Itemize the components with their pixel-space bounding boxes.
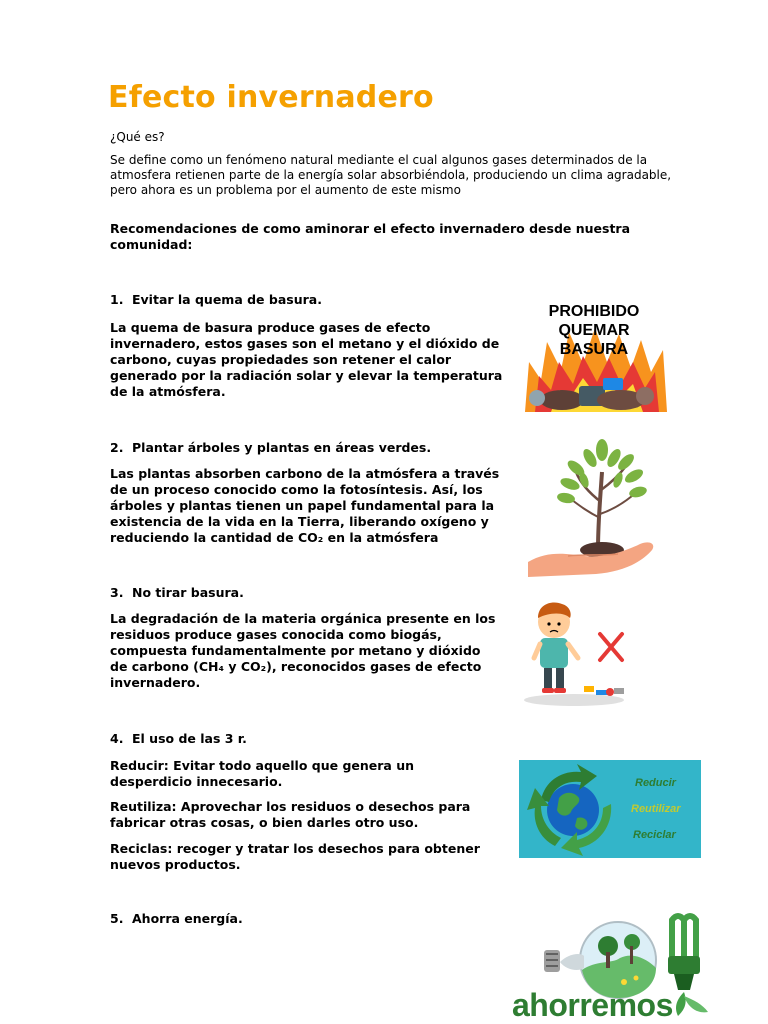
item-4-reutiliza: Reutiliza: Aprovechar los residuos o desechos para fabricar otras cosas, o bien darles otro uso. <box>110 799 471 830</box>
definition-paragraph: Se define como un fenómeno natural mediante el cual algunos gases determinados de la atmosfera retienen parte de la energía solar absorbiéndola, produciendo un clima agradable, pero ahora es un problema por el aumento de este mismo <box>110 153 672 197</box>
item-1-title: Evitar la quema de basura. <box>132 292 322 307</box>
item-4-heading <box>110 731 247 746</box>
boy-littering-icon <box>518 588 660 710</box>
item-5-title: Ahorra energía. <box>132 911 243 926</box>
item-5-heading <box>110 911 243 926</box>
lightbulb-nature-image <box>508 912 718 1024</box>
item-1-body: La quema de basura produce gases de efecto invernadero, estos gases son el metano y el dióxido de carbono, cuyas propiedades son retener el calor generado por la radiación solar y elevar la temperatura de la atmósfera. <box>110 320 503 399</box>
hand-with-sapling-image <box>528 432 658 577</box>
boy-littering-image <box>518 588 660 710</box>
burning-trash-image <box>517 292 672 412</box>
quemar-text: QUEMAR <box>558 322 630 339</box>
reutilizar-word: Reutilizar <box>631 803 681 815</box>
item-3-body: La degradación de la materia orgánica presente en los residuos produce gases conocida como biogás, compuesta fundamentalmente por metano y dióxido de carbono (CH₄ y CO₂), reconocidos gases de efecto invernadero. <box>110 611 496 690</box>
item-1-number: 1. <box>110 292 124 307</box>
recommendations-heading: Recomendaciones de como aminorar el efecto invernadero desde nuestra comunidad: <box>110 221 631 252</box>
item-4-reducir: Reducir: Evitar todo aquello que genera un desperdicio innecesario. <box>110 758 415 789</box>
item-2-number: 2. <box>110 440 124 455</box>
item-4-number: 4. <box>110 731 124 746</box>
reducir-word: Reducir <box>635 777 676 789</box>
item-2-title: Plantar árboles y plantas en áreas verdes. <box>132 440 432 455</box>
item-2-body: Las plantas absorben carbono de la atmósfera a través de un proceso conocido como la fotosíntesis. Así, los árboles y plantas tienen un papel fundamental para la existencia de la vida en la Tierra, liberando oxígeno y reduciendo la cantidad de CO₂ en la atmósfera <box>110 466 500 545</box>
reciclar-word: Reciclar <box>633 829 676 841</box>
item-4-reciclas: Reciclas: recoger y tratar los desechos para obtener nuevos productos. <box>110 841 480 872</box>
item-3-heading <box>110 585 244 600</box>
basura-text: BASURA <box>559 341 629 358</box>
page-title: Efecto invernadero <box>108 80 434 115</box>
lightbulb-nature-icon <box>508 912 718 1024</box>
item-1-heading <box>110 292 322 307</box>
recycling-globe-icon <box>519 760 701 858</box>
item-3-title: No tirar basura. <box>132 585 244 600</box>
prohibido-text: PROHIBIDO <box>548 303 640 320</box>
recycling-globe-image <box>519 760 701 858</box>
item-3-number: 3. <box>110 585 124 600</box>
item-5-number: 5. <box>110 911 124 926</box>
item-4-title: El uso de las 3 r. <box>132 731 247 746</box>
hand-with-sapling-icon <box>528 432 658 577</box>
item-2-heading <box>110 440 431 455</box>
ahorremos-logo-text: ahorremos <box>512 987 673 1023</box>
burning-trash-icon <box>517 292 672 412</box>
question-heading: ¿Qué es? <box>110 130 165 144</box>
